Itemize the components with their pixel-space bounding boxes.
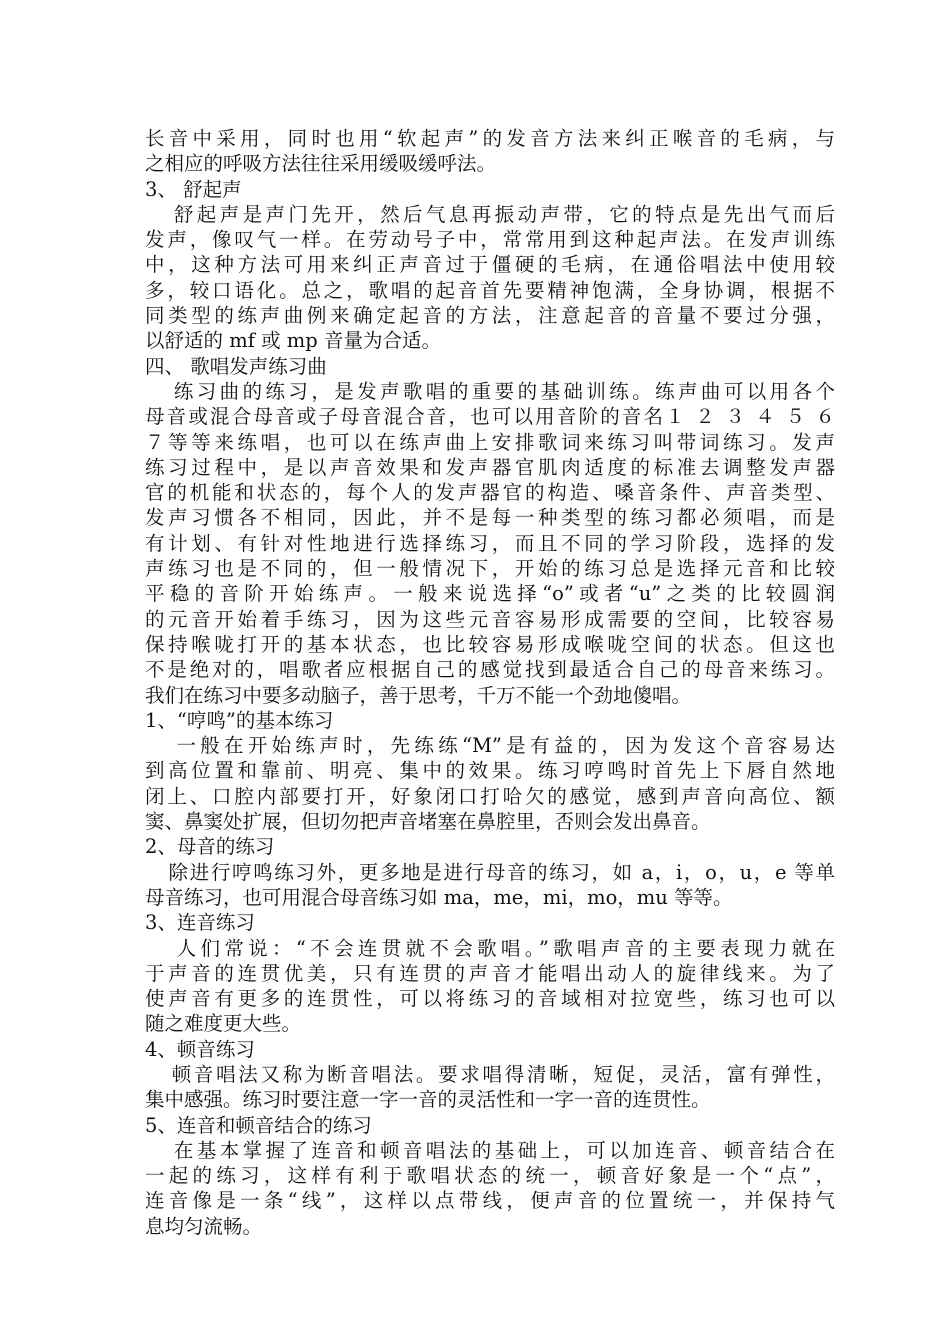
- text-line: 息均匀流畅。: [145, 1214, 263, 1238]
- text-line: 闭上、口腔内部要打开，好象闭口打哈欠的感觉，感到声音向高位、额: [145, 784, 835, 808]
- text-line: 5、连音和顿音结合的练习: [145, 1113, 372, 1137]
- text-line: ７等等来练唱，也可以在练声曲上安排歌词来练习叫带词练习。发声: [145, 430, 835, 454]
- text-line: 中，这种方法可用来纠正声音过于僵硬的毛病，在通俗唱法中使用较: [145, 253, 835, 277]
- text-line: 3、 舒起声: [145, 177, 242, 201]
- text-line: 2、母音的练习: [145, 835, 275, 859]
- text-line: 的元音开始着手练习，因为这些元音容易形成需要的空间，比较容易: [145, 607, 835, 631]
- text-line: 四、 歌唱发声练习曲: [145, 354, 327, 378]
- text-line: 多，较口语化。总之，歌唱的起音首先要精神饱满，全身协调，根据不: [145, 278, 835, 302]
- text-line: 除进行哼鸣练习外，更多地是进行母音的练习，如 a，i，o，u，e 等单: [145, 860, 835, 884]
- text-line: 在基本掌握了连音和顿音唱法的基础上，可以加连音、顿音结合在: [145, 1138, 835, 1162]
- text-line: 不是绝对的，唱歌者应根据自己的感觉找到最适合自己的母音来练习。: [145, 658, 835, 682]
- text-line: 长音中采用，同时也用“软起声”的发音方法来纠正喉音的毛病，与: [145, 127, 835, 150]
- text-line: 母音练习，也可用混合母音练习如 ma，me，mi，mo，mu 等等。: [145, 885, 733, 909]
- text-line: 练习曲的练习，是发声歌唱的重要的基础训练。练声曲可以用各个: [145, 379, 835, 403]
- text-line: 1、“哼鸣”的基本练习: [145, 708, 334, 732]
- text-line: 顿音唱法又称为断音唱法。要求唱得清晰，短促，灵活，富有弹性，: [145, 1062, 835, 1086]
- text-line: 以舒适的 mf 或 mp 音量为合适。: [145, 329, 441, 353]
- text-line: 一起的练习，这样有利于歌唱状态的统一，顿音好象是一个“点”，: [145, 1164, 835, 1188]
- text-line: 官的机能和状态的，每个人的发声器官的构造、嗓音条件、声音类型、: [145, 481, 835, 505]
- text-line: 连音像是一条“线”，这样以点带线，便声音的位置统一，并保持气: [145, 1189, 835, 1213]
- text-line: 我们在练习中要多动脑子，善于思考，千万不能一个劲地傻唱。: [145, 683, 692, 707]
- text-line: 随之难度更大些。: [145, 1012, 302, 1036]
- text-line: 于声音的连贯优美，只有连贯的声音才能唱出动人的旋律线来。为了: [145, 961, 835, 985]
- text-line: 同类型的练声曲例来确定起音的方法，注意起音的音量不要过分强，: [145, 304, 835, 328]
- text-line: 发声习惯各不相同，因此，并不是每一种类型的练习都必须唱，而是: [145, 506, 835, 530]
- text-line: 一般在开始练声时，先练练“M”是有益的，因为发这个音容易达: [145, 734, 835, 758]
- document-body: [145, 126, 835, 1239]
- text-line: 3、连音练习: [145, 911, 255, 935]
- text-line: 4、顿音练习: [145, 1037, 255, 1061]
- text-line: 发声，像叹气一样。在劳动号子中，常常用到这种起声法。在发声训练: [145, 228, 835, 252]
- text-line: 集中感强。练习时要注意一字一音的灵活性和一字一音的连贯性。: [145, 1088, 711, 1112]
- text-line: 平稳的音阶开始练声。一般来说选择“o”或者“u”之类的比较圆润: [145, 582, 835, 606]
- text-line: 人们常说：“不会连贯就不会歌唱。”歌唱声音的主要表现力就在: [145, 936, 835, 960]
- text-line: 之相应的呼吸方法往往采用缓吸缓呼法。: [145, 152, 497, 176]
- text-line: 练习过程中，是以声音效果和发声器官肌肉适度的标准去调整发声器: [145, 455, 835, 479]
- text-line: 保持喉咙打开的基本状态，也比较容易形成喉咙空间的状态。但这也: [145, 632, 835, 656]
- text-line: 声练习也是不同的，但一般情况下，开始的练习总是选择元音和比较: [145, 557, 835, 581]
- text-line: 到高位置和靠前、明亮、集中的效果。练习哼鸣时首先上下唇自然地: [145, 759, 835, 783]
- text-line: 母音或混合母音或子母音混合音，也可以用音阶的音名１ ２ ３ ４ ５ ６: [145, 405, 835, 429]
- text-line: 使声音有更多的连贯性，可以将练习的音域相对拉宽些，练习也可以: [145, 987, 835, 1011]
- text-line: 有计划、有针对性地进行选择练习，而且不同的学习阶段，选择的发: [145, 531, 835, 555]
- text-line: 窦、鼻窦处扩展，但切勿把声音堵塞在鼻腔里，否则会发出鼻音。: [145, 810, 711, 834]
- text-line: 舒起声是声门先开，然后气息再振动声带，它的特点是先出气而后: [145, 202, 835, 226]
